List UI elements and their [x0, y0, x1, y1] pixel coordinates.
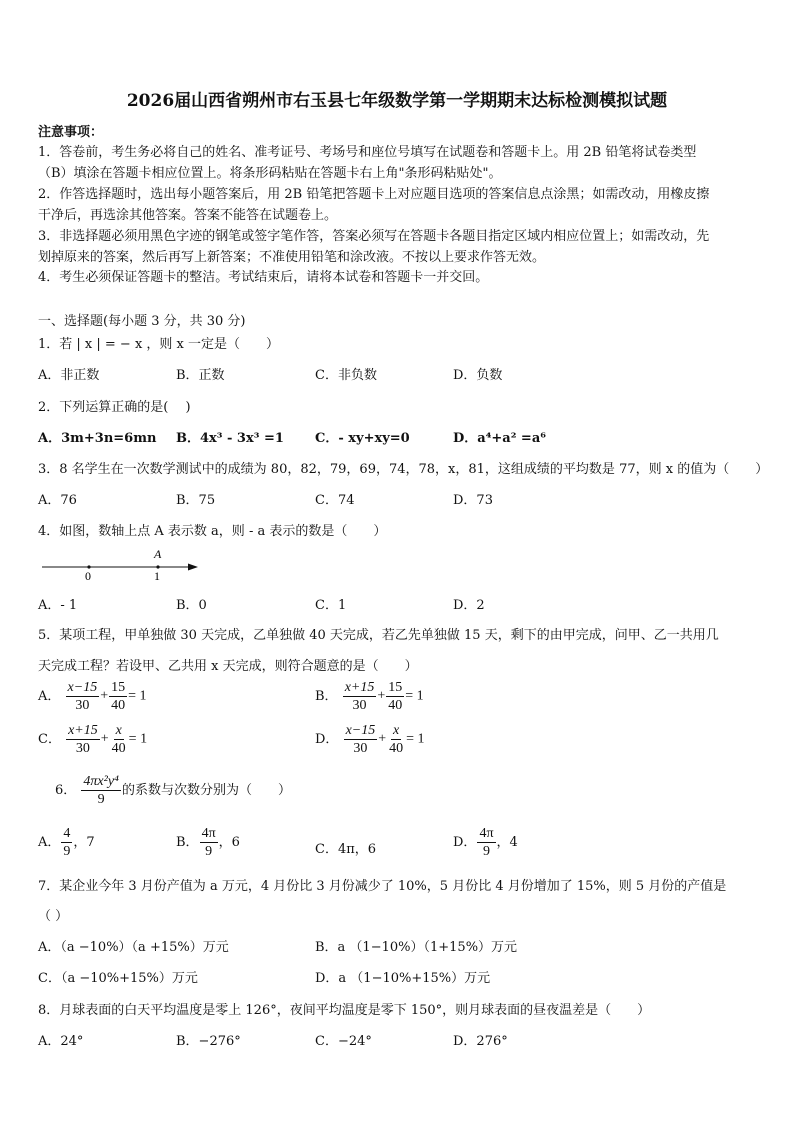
operator: + [100, 688, 109, 704]
q6-option-b[interactable] [176, 825, 240, 860]
q8-option-c[interactable]: C．−24° [315, 1034, 372, 1049]
section-heading: 一、选择题(每小题 3 分，共 30 分) [38, 314, 246, 329]
fraction [109, 679, 127, 714]
option-letter: B． [176, 835, 199, 850]
q5-option-d[interactable] [315, 722, 425, 757]
number-line-figure [38, 545, 208, 585]
q7-option-a[interactable]: A．（a −10%）（a +15%）万元 [38, 940, 229, 955]
denominator: 40 [111, 741, 126, 756]
notice-line: （B）填涂在答题卡相应位置上。将条形码粘贴在答题卡右上角"条形码粘贴处"。 [38, 166, 502, 181]
notice-heading: 注意事项： [38, 125, 104, 140]
q2-option-b[interactable]: B．4x³ - 3x³ =1 [176, 431, 284, 446]
numerator: 15 [388, 680, 403, 695]
option-text: 4π，6 [337, 842, 377, 857]
option-tail: ，4 [496, 835, 518, 850]
tick-one-label: 1 [154, 569, 160, 583]
numerator: 4π [479, 826, 494, 841]
q6-option-a[interactable] [38, 825, 95, 860]
operator: + [377, 688, 386, 704]
fraction [344, 722, 378, 757]
q3-option-a[interactable]: A．76 [38, 493, 77, 508]
q4-option-b[interactable]: B．0 [176, 598, 207, 613]
question-6-tail: 的系数与次数分别为（ ） [121, 783, 291, 798]
q4-option-a[interactable]: A．- 1 [38, 598, 78, 613]
denominator: 30 [75, 741, 90, 756]
denominator: 9 [63, 844, 71, 859]
fraction [66, 679, 100, 714]
question-4-stem: 4．如图，数轴上点 A 表示数 a，则 - a 表示的数是（ ） [38, 524, 387, 539]
q7-option-c[interactable]: C．（a −10%+15%）万元 [38, 971, 198, 986]
denominator: 30 [75, 698, 90, 713]
fraction [200, 825, 218, 860]
numerator: 4π [201, 826, 216, 841]
q2-option-d[interactable]: D．a⁴+a² =a⁶ [453, 431, 546, 446]
numerator: x−15 [345, 723, 376, 738]
numerator: x−15 [67, 680, 98, 695]
equals-one: = 1 [405, 688, 424, 704]
option-letter: C． [38, 732, 61, 747]
q1-option-d[interactable]: D．负数 [453, 368, 503, 383]
numerator: x+15 [344, 680, 375, 695]
option-letter: A． [38, 689, 61, 704]
fraction [343, 679, 377, 714]
notice-line: 3．非选择题必须用黑色字迹的钢笔或签字笔作答，答案必须写在答题卡各题目指定区域内相应位置上；如需改动，先 [38, 229, 710, 244]
notice-line: 1．答卷前，考生务必将自己的姓名、准考证号、考场号和座位号填写在试题卷和答题卡上。用 2B 铅笔将试卷类型 [38, 145, 697, 160]
denominator: 30 [353, 741, 368, 756]
q1-option-b[interactable]: B．正数 [176, 368, 225, 383]
option-letter: D． [315, 732, 339, 747]
numerator: 4 [63, 826, 71, 841]
fraction [66, 722, 100, 757]
denominator: 40 [111, 698, 126, 713]
notice-line: 干净后，再选涂其他答案。答案不能答在试题卷上。 [38, 208, 338, 223]
tick-zero-label: 0 [85, 569, 91, 583]
q7-option-d[interactable]: D．a （1−10%+15%）万元 [315, 971, 491, 986]
question-8-stem: 8．月球表面的白天平均温度是零上 126°，夜间平均温度是零下 150°，则月球表面的昼夜温差是（ ） [38, 1003, 651, 1018]
notice-line: 4．考生必须保证答题卡的整洁。考试结束后，请将本试卷和答题卡一并交回。 [38, 270, 489, 285]
numerator: x+15 [68, 723, 98, 738]
numerator: x [115, 723, 122, 738]
option-tail: ，7 [73, 835, 95, 850]
question-6-stem [55, 773, 291, 808]
question-5-stem: 5．某项工程，甲单独做 30 天完成，乙单独做 40 天完成，若乙先单独做 15 天，剩下的由甲完成，问甲、乙一共用几 [38, 628, 719, 643]
numerator: 4πx²y⁴ [83, 774, 119, 789]
q2-option-a[interactable]: A．3m+3n=6mn [38, 431, 157, 446]
q6-option-d[interactable] [453, 825, 518, 860]
q3-option-c[interactable]: C．74 [315, 493, 355, 508]
numerator: 15 [111, 680, 126, 695]
expression-fraction [81, 773, 121, 808]
q1-option-a[interactable]: A．非正数 [38, 368, 100, 383]
option-tail: ，6 [218, 835, 240, 850]
point-a-label: A [154, 547, 162, 561]
fraction [386, 679, 404, 714]
q4-option-d[interactable]: D．2 [453, 598, 485, 613]
denominator: 9 [97, 792, 105, 807]
q3-option-d[interactable]: D．73 [453, 493, 493, 508]
q5-option-c[interactable] [38, 722, 147, 757]
question-number: 6． [55, 783, 77, 798]
notice-line: 2．作答选择题时，选出每小题答案后，用 2B 铅笔把答题卡上对应题目选项的答案信息点涂黑；如需改动，用橡皮擦 [38, 187, 710, 202]
denominator: 30 [352, 698, 367, 713]
notice-line: 划掉原来的答案，然后再写上新答案；不准使用铅笔和涂改液。不按以上要求作答无效。 [38, 250, 546, 265]
q8-option-d[interactable]: D．276° [453, 1034, 508, 1049]
denominator: 40 [388, 698, 403, 713]
q8-option-a[interactable]: A．24° [38, 1034, 84, 1049]
q3-option-b[interactable]: B．75 [176, 493, 216, 508]
operator: + [100, 731, 109, 747]
question-2-stem: 2．下列运算正确的是( ) [38, 400, 191, 415]
fraction [61, 825, 72, 860]
question-5-stem-cont: 天完成工程？若设甲、乙共用 x 天完成，则符合题意的是（ ） [38, 659, 418, 674]
denominator: 40 [389, 741, 404, 756]
question-1-stem: 1．若 | x | = − x ，则 x 一定是（ ） [38, 337, 280, 352]
q8-option-b[interactable]: B．−276° [176, 1034, 241, 1049]
equals-one: = 1 [128, 731, 148, 747]
question-7-stem-cont: （ ） [38, 909, 69, 924]
option-letter: C． [315, 842, 338, 857]
equals-one: = 1 [406, 731, 425, 747]
equals-one: = 1 [128, 688, 147, 704]
option-letter: D． [453, 835, 477, 850]
page-title: 2026届山西省朔州市右玉县七年级数学第一学期期末达标检测模拟试题 [126, 91, 668, 111]
fraction [387, 722, 405, 757]
q1-option-c[interactable]: C．非负数 [315, 368, 377, 383]
fraction [110, 722, 128, 757]
numerator: x [393, 723, 400, 738]
fraction [477, 825, 495, 860]
option-letter: B． [315, 689, 338, 704]
question-7-stem: 7．某企业今年 3 月份产值为 a 万元，4 月份比 3 月份减少了 10%，5 月份比 4 月份增加了 15%，则 5 月份的产值是 [38, 879, 727, 894]
arrow-right-icon [188, 564, 198, 571]
question-3-stem: 3．8 名学生在一次数学测试中的成绩为 80，82，79，69，74，78，x，81，这组成绩的平均数是 77，则 x 的值为（ ） [38, 462, 769, 477]
q6-option-c[interactable] [315, 838, 376, 857]
option-letter: A． [38, 835, 61, 850]
q2-option-c[interactable]: C．- xy+xy=0 [315, 431, 410, 446]
q5-option-a[interactable] [38, 679, 147, 714]
operator: + [378, 731, 387, 747]
denominator: 9 [482, 844, 490, 859]
q4-option-c[interactable]: C．1 [315, 598, 347, 613]
denominator: 9 [205, 844, 213, 859]
q7-option-b[interactable]: B．a （1−10%）（1+15%）万元 [315, 940, 518, 955]
q5-option-b[interactable] [315, 679, 424, 714]
